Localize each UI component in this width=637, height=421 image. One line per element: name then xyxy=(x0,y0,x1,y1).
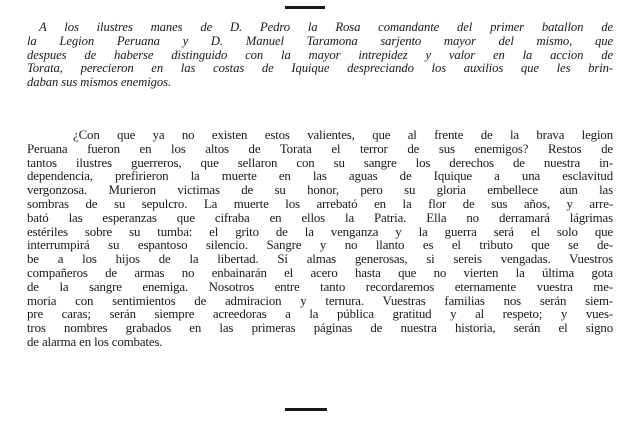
body-line: sombras de su sepulcro. La muerte los arrebató en la flor de sus años, y arre- xyxy=(27,196,613,211)
body-line: de la sangre enemiga. Nosotros entre tanto recordaremos eternamente vuestra me- xyxy=(27,279,613,294)
body-line: moria con sentimientos de admiracion y ternura. Vuestras familias nos serán siem- xyxy=(27,293,613,308)
dedication-line: A los ilustres manes de D. Pedro la Rosa comandante del primer batallon de xyxy=(39,20,613,34)
dedication-paragraph xyxy=(27,21,613,90)
dedication-line: daban sus mismos enemigos. xyxy=(27,75,172,90)
body-line: estériles sobre su tumba: el grito de la venganza y la guerra será el solo que xyxy=(27,224,613,239)
top-divider-rule xyxy=(285,6,325,9)
body-line: tros nombres grabados en las primeras páginas de nuestra historia, serán el signo xyxy=(27,321,613,336)
body-line: de alarma en los combates. xyxy=(27,334,163,349)
body-line: compañeros de armas no enbainarán el acero hasta que no vierten la última gota xyxy=(27,265,613,280)
body-line: dependencia, prefirieron la muerte en las aguas de Iquique a una esclavitud xyxy=(27,169,613,184)
elegy-body-paragraph xyxy=(27,129,613,350)
body-line: interrumpirá su espantoso silencio. Sangre y no llanto es el tributo que se de- xyxy=(27,238,613,253)
body-line: bató las esperanzas que cifraba en ellos la Patria. Ella no derramará lágrimas xyxy=(27,210,613,225)
bottom-divider-rule xyxy=(285,408,327,411)
body-line: Peruana fueron en los altos de Torata el terror de sus enemigos? Restos de xyxy=(27,141,613,156)
body-line: pre caras; serán siempre acreedoras a la pública gratitud y al respeto; y vues- xyxy=(27,307,613,322)
body-line: vergonzosa. Murieron victimas de su honor, pero su gloria embellece aun las xyxy=(27,183,613,198)
body-line: ¿Con que ya no existen estos valientes, que al frente de la brava legion xyxy=(73,128,613,142)
dedication-line: despues de haberse distinguido con la mayor intrepidez y valor en la accion de xyxy=(27,47,613,62)
dedication-line: Torata, perecieron en las costas de Iquique despreciando los auxilios que les brin- xyxy=(27,61,613,76)
dedication-line: la Legion Peruana y D. Manuel Taramona sarjento mayor del mismo, que xyxy=(27,33,613,48)
body-line: tantos ilustres guerreros, que sellaron con su sangre los derechos de nuestra in- xyxy=(27,155,613,170)
body-line: be a los hijos de la libertad. Sí almas generosas, si sereis vengadas. Vuestros xyxy=(27,252,613,267)
